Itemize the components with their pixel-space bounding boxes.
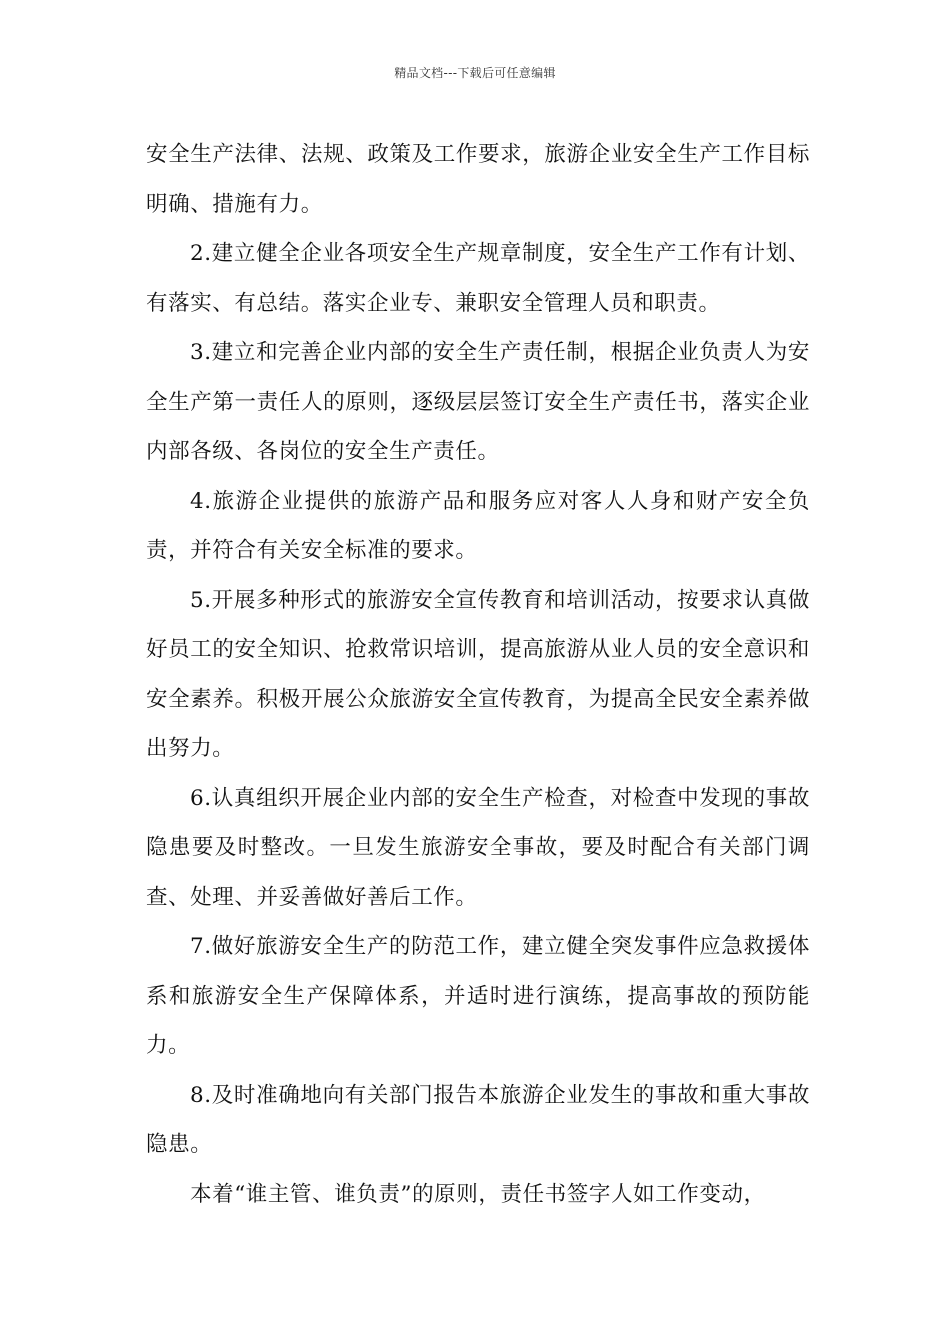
paragraph: 7.做好旅游安全生产的防范工作，建立健全突发事件应急救援体系和旅游安全生产保障体系，并适时进行演练，提高事故的预防能力。 [146, 934, 810, 1058]
paragraph: 4.旅游企业提供的旅游产品和服务应对客人人身和财产安全负责，并符合有关安全标准的要求。 [146, 488, 810, 563]
document-body [146, 130, 810, 1219]
paragraph: 安全生产法律、法规、政策及工作要求，旅游企业安全生产工作目标明确、措施有力。 [146, 142, 810, 217]
paragraph: 8.及时准确地向有关部门报告本旅游企业发生的事故和重大事故隐患。 [146, 1082, 810, 1157]
paragraph: 6.认真组织开展企业内部的安全生产检查，对检查中发现的事故隐患要及时整改。一旦发生旅游安全事故，要及时配合有关部门调查、处理、并妥善做好善后工作。 [146, 785, 810, 910]
paragraph: 2.建立健全企业各项安全生产规章制度，安全生产工作有计划、有落实、有总结。落实企业专、兼职安全管理人员和职责。 [146, 241, 810, 316]
paragraph: 3.建立和完善企业内部的安全生产责任制，根据企业负责人为安全生产第一责任人的原则，逐级层层签订安全生产责任书，落实企业内部各级、各岗位的安全生产责任。 [146, 340, 810, 464]
page-header: 精品文档---下载后可任意编辑 [394, 66, 556, 80]
paragraph: 5.开展多种形式的旅游安全宣传教育和培训活动，按要求认真做好员工的安全知识、抢救常识培训，提高旅游从业人员的安全意识和安全素养。积极开展公众旅游安全宣传教育，为提高全民安全素养做出努力。 [146, 587, 810, 761]
paragraph: 本着“谁主管、谁负责”的原则，责任书签字人如工作变动， [190, 1181, 766, 1207]
